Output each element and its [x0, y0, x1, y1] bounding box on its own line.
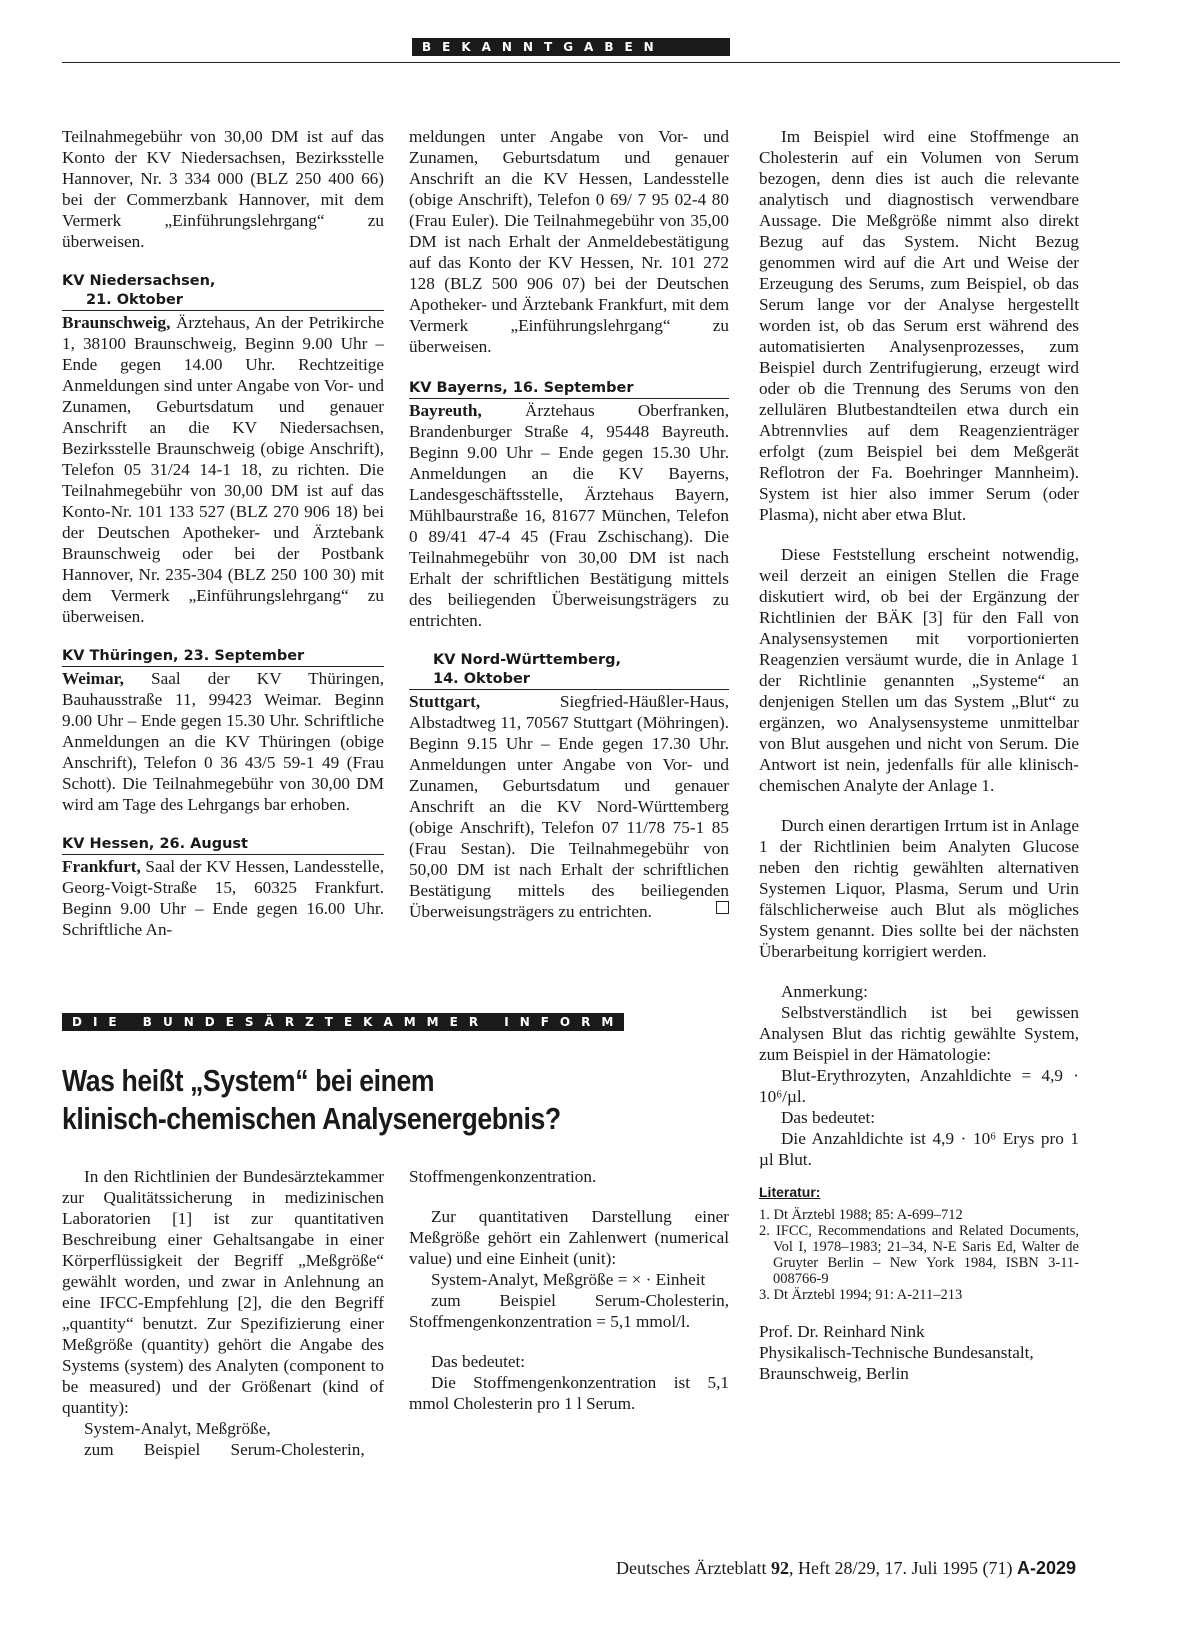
col3-paragraph: Blut-Erythrozyten, Anzahldichte = 4,9 · 10⁶/µl.	[759, 1066, 1079, 1106]
volume: 92	[770, 1558, 789, 1578]
col2-bayreuth	[409, 400, 729, 631]
col3-paragraph: Selbstverständlich ist bei gewissen Analysen Blut das richtig gewählte System, zum Beispiel in der Hämatologie:	[759, 1003, 1079, 1064]
col3-paragraph: Die Anzahldichte ist 4,9 · 10⁶ Erys pro 1 µl Blut.	[759, 1129, 1079, 1169]
paragraph-text: Ärztehaus, An der Petrikirche 1, 38100 Braunschweig, Beginn 9.00 Uhr – Ende gegen 14.00 Uhr. Rechtzeitige Anmeldungen sind unter Angabe von Vor- und Zunamen, Geburtsdatum und genauer Anschrift an die KV Niedersachsen, Bezirksstelle Braunschweig (obige Anschrift), Telefon 05 31/24 14-1 18, zu richten. Die Teilnahmegebühr von 30,00 DM ist auf das Konto-Nr. 101 133 527 (BLZ 270 906 18) bei der Deutschen Apotheker- und Ärztebank Braunschweig oder bei der Postbank Hannover, Nr. 235-304 (BLZ 250 100 30) mit dem Vermerk „Einführungslehrgang“ zu überweisen.	[62, 313, 384, 626]
heading-kv-nord-wuerttemberg	[409, 651, 729, 690]
col2-stuttgart	[409, 691, 729, 922]
col1-frankfurt	[62, 856, 384, 940]
column-1	[62, 126, 384, 940]
heading-line: 21. Oktober	[62, 291, 384, 311]
top-rule	[62, 62, 1120, 63]
page-footer	[616, 1558, 1076, 1579]
section-bar: BEKANNTGABEN	[412, 38, 730, 56]
article-paragraph: In den Richtlinien der Bundesärztekammer zur Qualitätssicherung in medizinischen Laboratorien [1] ist zur quantitativen Beschreibung einer Gehaltsangabe in einer Körperflüssigkeit der Begriff „Meßgröße“ gewählt worden, und zwar in Anlehnung an eine IFCC-Empfehlung [2], die den Begriff „quantity“ benutzt. Zur Spezifizierung einer Meßgröße (quantity) gehört die Angabe des Systems (system) des Analyten (component to be measured) und der Größenart (kind of quantity):	[62, 1167, 384, 1417]
article-title	[62, 1062, 655, 1138]
column-2	[409, 126, 729, 922]
heading-kv-bayerns: KV Bayerns, 16. September	[409, 379, 729, 399]
col1-intro: Teilnahmegebühr von 30,00 DM ist auf das Konto der KV Niedersachsen, Bezirksstelle Hannover, Nr. 3 334 000 (BLZ 250 400 66) bei der Commerzbank Hannover, mit dem Vermerk „Einführungslehrgang“ zu überweisen.	[62, 127, 384, 251]
article-column-1	[62, 1166, 384, 1460]
heading-line: 14. Oktober	[409, 670, 729, 690]
paragraph-text: Saal der KV Thüringen, Bauhausstraße 11, 99423 Weimar. Beginn 9.00 Uhr – Ende gegen 15.30 Uhr. Schriftliche Anmeldungen an die KV Thüringen (obige Anschrift), Telefon 0 36 43/5 59-1 49 (Frau Schott). Die Teilnahmegebühr von 30,00 DM wird am Tage des Lehrgangs bar erhoben.	[62, 669, 384, 814]
reference-item: 3. Dt Ärztebl 1994; 91: A-211–213	[759, 1287, 963, 1303]
place-lead: Frankfurt,	[62, 857, 141, 876]
article-paragraph: Das bedeutet:	[431, 1352, 526, 1371]
col1-braunschweig	[62, 312, 384, 627]
reference-item: 2. IFCC, Recommendations and Related Documents, Vol I, 1978–1983; 21–34, N-E Saris Ed, Walter de Gruyter Berlin – New York 1984, ISBN 3-11-008766-9	[759, 1223, 1079, 1287]
author-affiliation: Physikalisch-Technische Bundesanstalt,	[759, 1343, 1034, 1362]
heading-line: KV Niedersachsen,	[62, 273, 216, 289]
reference-item: 1. Dt Ärztebl 1988; 85: A-699–712	[759, 1207, 963, 1223]
author-affiliation: Braunschweig, Berlin	[759, 1364, 909, 1383]
col3-paragraph: Durch einen derartigen Irrtum ist in Anlage 1 der Richtlinien beim Analyten Glucose neben den richtig gewählten alternativen Systemen Liquor, Plasma, Serum und Urin fälschlicherweise auch Blut als mögliches System genannt. Dies sollte bei der nächsten Überarbeitung korrigiert werden.	[759, 816, 1079, 961]
author-name: Prof. Dr. Reinhard Nink	[759, 1322, 925, 1341]
heading-kv-hessen: KV Hessen, 26. August	[62, 835, 384, 855]
article-paragraph: System-Analyt, Meßgröße = × · Einheit	[431, 1270, 706, 1289]
informs-bar: DIE BUNDESÄRZTEKAMMER INFORMIERT	[62, 1013, 624, 1031]
article-paragraph: zum Beispiel Serum-Cholesterin, Stoffmengenkonzentration = 5,1 mmol/l.	[409, 1291, 729, 1331]
place-lead: Weimar,	[62, 669, 124, 688]
paragraph-text: Siegfried-Häußler-Haus, Albstadtweg 11, 70567 Stuttgart (Möhringen). Beginn 9.15 Uhr – Ende gegen 17.30 Uhr. Anmeldungen unter Angabe von Vor- und Zunamen, Geburtsdatum und genauer Anschrift an die KV Nord-Württemberg (obige Anschrift), Telefon 07 11/78 75-1 85 (Frau Sestan). Die Teilnahmegebühr von 50,00 DM ist nach Erhalt der schriftlichen Bestätigung mittels des beiliegenden Überweisungsträgers zu entrichten.	[409, 692, 729, 921]
article-paragraph: Die Stoffmengenkonzentration ist 5,1 mmol Cholesterin pro 1 l Serum.	[409, 1373, 729, 1413]
article-paragraph: Stoffmengenkonzentration.	[409, 1167, 597, 1186]
heading-kv-niedersachsen	[62, 272, 384, 311]
paragraph-text: Ärztehaus Oberfranken, Brandenburger Straße 4, 95448 Bayreuth. Beginn 9.00 Uhr – Ende gegen 15.30 Uhr. Anmeldungen an die KV Bayerns, Landesgeschäftsstelle, Ärztehaus Bayern, Mühlbaurstraße 16, 81677 München, Telefon 0 89/41 47-4 45 (Frau Zschischang). Die Teilnahmegebühr von 30,00 DM ist nach Erhalt der schriftlichen Bestätigung mittels des beiliegenden Überweisungsträgers zu entrichten.	[409, 401, 729, 630]
col3-paragraph: Das bedeutet:	[781, 1108, 876, 1127]
place-lead: Bayreuth,	[409, 401, 482, 420]
col3-anmerkung: Anmerkung:	[781, 982, 868, 1001]
column-3	[759, 126, 1079, 1384]
col2-intro: meldungen unter Angabe von Vor- und Zunamen, Geburtsdatum und genauer Anschrift an die KV Hessen, Landesstelle (obige Anschrift), Telefon 0 69/ 7 95 02-4 80 (Frau Euler). Die Teilnahmegebühr von 35,00 DM ist nach Erhalt der Anmeldebestätigung auf das Konto der KV Hessen, Nr. 101 272 128 (BLZ 500 906 07) bei der Deutschen Apotheker- und Ärztebank Frankfurt, mit dem Vermerk „Einführungslehrgang“ zu überweisen.	[409, 127, 729, 356]
col3-paragraph: Im Beispiel wird eine Stoffmenge an Cholesterin auf ein Volumen von Serum bezogen, denn dies ist auch die relevante analytisch und diagnostisch verwendbare Aussage. Die Meßgröße nimmt also direkt Bezug auf das System. Nicht Bezug genommen wird auf die Art und Weise der Erzeugung des Serums, zum Beispiel, ob das Serum lange vor der Analyse hergestellt worden ist, ob das Serum erst während des automatisierten Analysenprozesses, zum Beispiel durch Zentrifugierung, erzeugt wird oder ob die Trennung des Serums von den zellulären Blutbestandteilen etwa durch ein Abtrennvlies auf dem Reagenzienträger erfolgt (zum Beispiel bei dem Meßgerät Reflotron der Fa. Boehringer Mannheim). System ist hier also immer Serum (oder Plasma), nicht aber etwa Blut.	[759, 127, 1079, 524]
heading-kv-thueringen: KV Thüringen, 23. September	[62, 647, 384, 667]
paragraph-text: Saal der KV Hessen, Landesstelle, Georg-Voigt-Straße 15, 60325 Frankfurt. Beginn 9.00 Uhr – Ende gegen 16.00 Uhr. Schriftliche An-	[62, 857, 384, 939]
issue-info: , Heft 28/29, 17. Juli 1995 (71)	[788, 1558, 1017, 1578]
literature-heading: Literatur:	[759, 1184, 821, 1200]
article-paragraph: Zur quantitativen Darstellung einer Meßgröße gehört ein Zahlenwert (numerical value) und eine Einheit (unit):	[409, 1207, 729, 1268]
article-paragraph: System-Analyt, Meßgröße,	[84, 1419, 271, 1438]
heading-line: KV Nord-Württemberg,	[433, 652, 622, 668]
place-lead: Stuttgart,	[409, 692, 481, 711]
page-number: A-2029	[1016, 1558, 1076, 1578]
title-line: klinisch-chemischen Analysenergebnis?	[62, 1101, 561, 1136]
article-paragraph: zum Beispiel Serum-Cholesterin,	[84, 1440, 365, 1459]
article-column-2	[409, 1166, 729, 1414]
col1-weimar	[62, 668, 384, 815]
title-line: Was heißt „System“ bei einem	[62, 1063, 435, 1098]
place-lead: Braunschweig,	[62, 313, 171, 332]
end-mark-icon	[716, 901, 729, 914]
journal-name: Deutsches Ärzteblatt	[616, 1558, 771, 1578]
reference-list	[759, 1207, 1079, 1303]
col3-paragraph: Diese Feststellung erscheint notwendig, weil derzeit an einigen Stellen die Frage diskutiert wird, ob bei der Ergänzung der Richtlinien der BÄK [3] für den Fall von Analysensystemen mit vorportionierten Reagenzien versäumt wurde, die in Anlage 1 der Richtlinie genannten „Systeme“ an denjenigen Stellen um das System „Blut“ zu ergänzen, wo Analysensysteme unmittelbar von Blut ausgehen und nicht von Serum. Die Antwort ist nein, jedenfalls für alle klinisch-chemischen Analyte der Anlage 1.	[759, 545, 1079, 795]
